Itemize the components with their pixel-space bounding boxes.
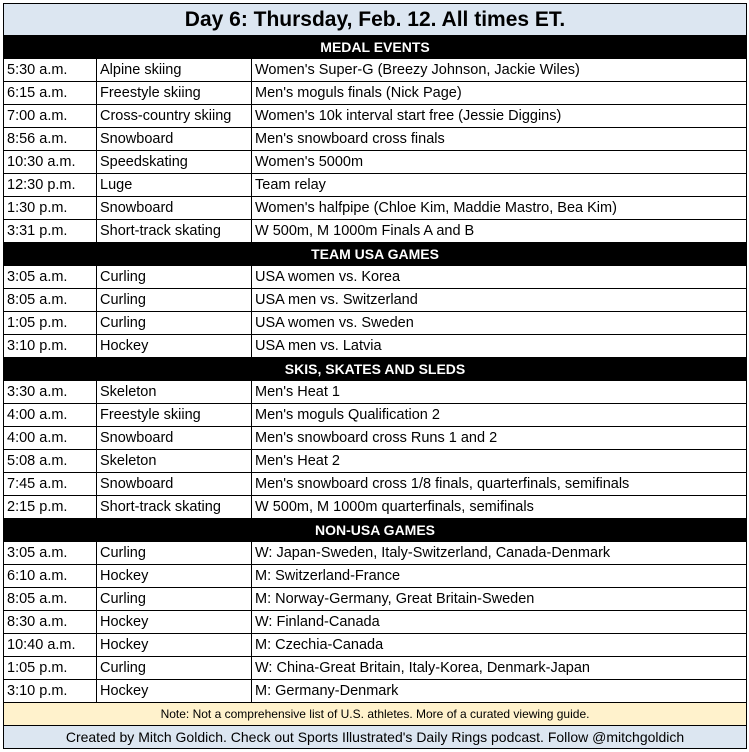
sport-cell: Cross-country skiing xyxy=(97,105,252,128)
schedule-row xyxy=(4,266,747,289)
event-cell: Team relay xyxy=(252,174,747,197)
time-cell: 12:30 p.m. xyxy=(4,174,97,197)
event-cell: M: Norway-Germany, Great Britain-Sweden xyxy=(252,588,747,611)
section-header: NON-USA GAMES xyxy=(4,519,747,542)
time-cell: 10:30 a.m. xyxy=(4,151,97,174)
title-row xyxy=(4,4,747,36)
time-cell: 7:45 a.m. xyxy=(4,473,97,496)
time-cell: 8:56 a.m. xyxy=(4,128,97,151)
sport-cell: Short-track skating xyxy=(97,496,252,519)
section-non-usa-games-header-row xyxy=(4,519,747,542)
page-title: Day 6: Thursday, Feb. 12. All times ET. xyxy=(4,4,747,36)
time-cell: 5:08 a.m. xyxy=(4,450,97,473)
event-cell: Men's moguls finals (Nick Page) xyxy=(252,82,747,105)
schedule-row xyxy=(4,312,747,335)
schedule-row xyxy=(4,473,747,496)
event-cell: W 500m, M 1000m quarterfinals, semifinals xyxy=(252,496,747,519)
time-cell: 10:40 a.m. xyxy=(4,634,97,657)
sport-cell: Snowboard xyxy=(97,473,252,496)
schedule-row xyxy=(4,128,747,151)
section-medal-events-header-row xyxy=(4,36,747,59)
sport-cell: Curling xyxy=(97,266,252,289)
event-cell: Women's 5000m xyxy=(252,151,747,174)
time-cell: 3:05 a.m. xyxy=(4,542,97,565)
sport-cell: Curling xyxy=(97,657,252,680)
sport-cell: Short-track skating xyxy=(97,220,252,243)
schedule-row xyxy=(4,611,747,634)
section-header: TEAM USA GAMES xyxy=(4,243,747,266)
sport-cell: Curling xyxy=(97,312,252,335)
sport-cell: Skeleton xyxy=(97,381,252,404)
schedule-row xyxy=(4,220,747,243)
time-cell: 3:05 a.m. xyxy=(4,266,97,289)
section-header: SKIS, SKATES AND SLEDS xyxy=(4,358,747,381)
sport-cell: Snowboard xyxy=(97,128,252,151)
sport-cell: Freestyle skiing xyxy=(97,404,252,427)
schedule-row xyxy=(4,588,747,611)
schedule-row xyxy=(4,427,747,450)
time-cell: 1:30 p.m. xyxy=(4,197,97,220)
sport-cell: Curling xyxy=(97,289,252,312)
sport-cell: Hockey xyxy=(97,634,252,657)
event-cell: USA men vs. Switzerland xyxy=(252,289,747,312)
sport-cell: Alpine skiing xyxy=(97,59,252,82)
time-cell: 1:05 p.m. xyxy=(4,657,97,680)
sport-cell: Curling xyxy=(97,542,252,565)
sport-cell: Freestyle skiing xyxy=(97,82,252,105)
schedule-row xyxy=(4,82,747,105)
sport-cell: Hockey xyxy=(97,335,252,358)
time-cell: 4:00 a.m. xyxy=(4,404,97,427)
event-cell: Men's snowboard cross finals xyxy=(252,128,747,151)
time-cell: 5:30 a.m. xyxy=(4,59,97,82)
time-cell: 2:15 p.m. xyxy=(4,496,97,519)
schedule-row xyxy=(4,496,747,519)
time-cell: 4:00 a.m. xyxy=(4,427,97,450)
event-cell: Women's halfpipe (Chloe Kim, Maddie Mastro, Bea Kim) xyxy=(252,197,747,220)
sport-cell: Curling xyxy=(97,588,252,611)
schedule-row xyxy=(4,404,747,427)
event-cell: M: Czechia-Canada xyxy=(252,634,747,657)
event-cell: M: Germany-Denmark xyxy=(252,680,747,703)
time-cell: 3:10 p.m. xyxy=(4,335,97,358)
sport-cell: Luge xyxy=(97,174,252,197)
schedule-row xyxy=(4,657,747,680)
schedule-row xyxy=(4,565,747,588)
event-cell: Men's moguls Qualification 2 xyxy=(252,404,747,427)
event-cell: USA men vs. Latvia xyxy=(252,335,747,358)
event-cell: USA women vs. Korea xyxy=(252,266,747,289)
schedule-row xyxy=(4,680,747,703)
schedule-row xyxy=(4,289,747,312)
time-cell: 3:10 p.m. xyxy=(4,680,97,703)
schedule-row xyxy=(4,151,747,174)
sport-cell: Speedskating xyxy=(97,151,252,174)
event-cell: W: China-Great Britain, Italy-Korea, Denmark-Japan xyxy=(252,657,747,680)
time-cell: 6:15 a.m. xyxy=(4,82,97,105)
event-cell: Women's Super-G (Breezy Johnson, Jackie Wiles) xyxy=(252,59,747,82)
schedule-row xyxy=(4,335,747,358)
schedule-row xyxy=(4,105,747,128)
sport-cell: Skeleton xyxy=(97,450,252,473)
event-cell: M: Switzerland-France xyxy=(252,565,747,588)
time-cell: 8:30 a.m. xyxy=(4,611,97,634)
schedule-row xyxy=(4,634,747,657)
event-cell: W: Finland-Canada xyxy=(252,611,747,634)
note-row xyxy=(4,703,747,726)
sport-cell: Hockey xyxy=(97,680,252,703)
time-cell: 1:05 p.m. xyxy=(4,312,97,335)
schedule-row xyxy=(4,197,747,220)
schedule-row xyxy=(4,542,747,565)
event-cell: USA women vs. Sweden xyxy=(252,312,747,335)
event-cell: W: Japan-Sweden, Italy-Switzerland, Canada-Denmark xyxy=(252,542,747,565)
schedule-table xyxy=(3,3,747,749)
event-cell: Men's snowboard cross Runs 1 and 2 xyxy=(252,427,747,450)
time-cell: 8:05 a.m. xyxy=(4,289,97,312)
time-cell: 6:10 a.m. xyxy=(4,565,97,588)
time-cell: 8:05 a.m. xyxy=(4,588,97,611)
sport-cell: Snowboard xyxy=(97,197,252,220)
event-cell: Men's Heat 2 xyxy=(252,450,747,473)
schedule-row xyxy=(4,59,747,82)
schedule-row xyxy=(4,174,747,197)
time-cell: 3:31 p.m. xyxy=(4,220,97,243)
schedule-row xyxy=(4,381,747,404)
sport-cell: Snowboard xyxy=(97,427,252,450)
credit: Created by Mitch Goldich. Check out Sports Illustrated's Daily Rings podcast. Follow @mitchgoldich xyxy=(4,726,747,749)
section-skis-skates-sleds-header-row xyxy=(4,358,747,381)
note: Note: Not a comprehensive list of U.S. athletes. More of a curated viewing guide. xyxy=(4,703,747,726)
schedule-row xyxy=(4,450,747,473)
sport-cell: Hockey xyxy=(97,565,252,588)
sport-cell: Hockey xyxy=(97,611,252,634)
time-cell: 3:30 a.m. xyxy=(4,381,97,404)
event-cell: Men's Heat 1 xyxy=(252,381,747,404)
section-team-usa-games-header-row xyxy=(4,243,747,266)
time-cell: 7:00 a.m. xyxy=(4,105,97,128)
credit-row xyxy=(4,726,747,749)
event-cell: Men's snowboard cross 1/8 finals, quarterfinals, semifinals xyxy=(252,473,747,496)
event-cell: Women's 10k interval start free (Jessie Diggins) xyxy=(252,105,747,128)
section-header: MEDAL EVENTS xyxy=(4,36,747,59)
event-cell: W 500m, M 1000m Finals A and B xyxy=(252,220,747,243)
